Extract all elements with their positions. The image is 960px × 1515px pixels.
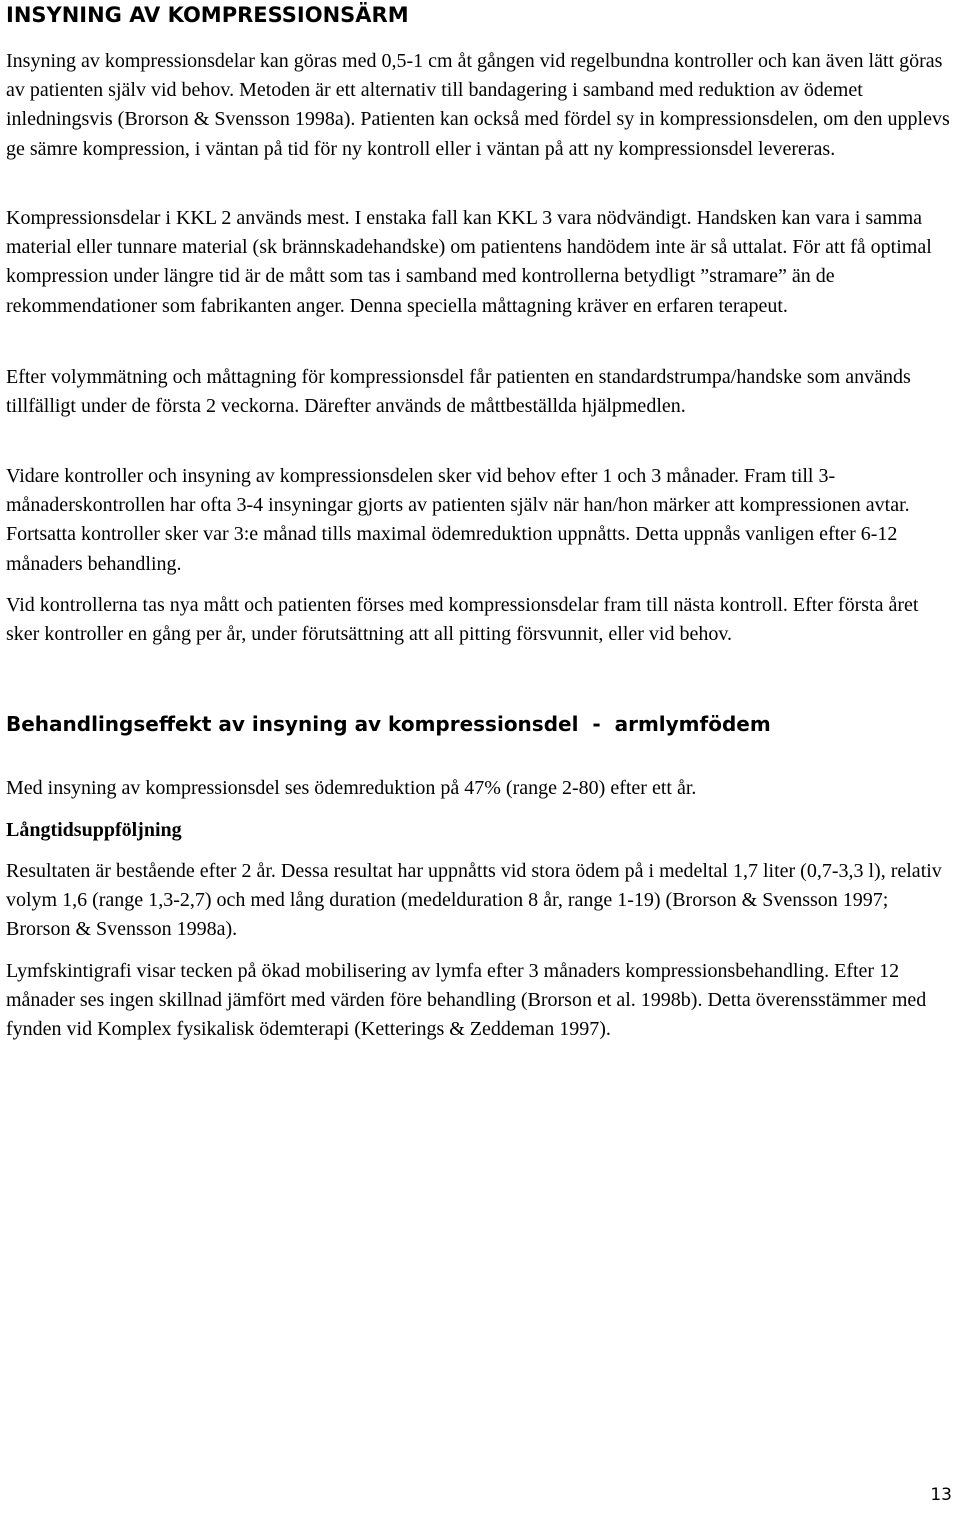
paragraph-followup-controls: Vidare kontroller och insyning av kompressionsdelen sker vid behov efter 1 och 3 månader. Fram till 3-månaderskontrollen har ofta 3-4 insyningar gjorts av patienten själv när han/hon märker att kompressionen avtar. Fortsatta kontroller sker var 3:e månad tills maximal ödemreduktion uppnåtts. Detta uppnås vanligen efter 6-12 månaders behandling.: [6, 465, 910, 575]
subheading-long-term-followup: Långtidsuppföljning: [6, 819, 182, 841]
page-number: 13: [930, 1485, 952, 1505]
paragraph-edema-reduction: Med insyning av kompressionsdel ses ödemreduktion på 47% (range 2-80) efter ett år.: [6, 777, 697, 799]
paragraph-volume-measurement: Efter volymmätning och måttagning för kompressionsdel får patienten en standardstrumpa/handske som används tillfälligt under de första 2 veckorna. Därefter används de måttbeställda hjälpmedlen.: [6, 366, 911, 418]
paragraph-yearly-controls: Vid kontrollerna tas nya mått och patienten förses med kompressionsdelar fram till nästa kontroll. Efter första året sker kontroller en gång per år, under förutsättning att all pitting försvunnit, eller vid behov.: [6, 594, 919, 646]
paragraph-insyning-method: Insyning av kompressionsdelar kan göras med 0,5-1 cm åt gången vid regelbundna kontroller och kan även lätt göras av patienten själv vid behov. Metoden är ett alternativ till bandagering i samband med reduktion av ödemet inledningsvis (Brorson & Svensson 1998a). Patienten kan också med fördel sy in kompressionsdelen, om den upplevs ge sämre kompression, i väntan på tid för ny kontroll eller i väntan på att ny kompressionsdel levereras.: [6, 50, 950, 160]
paragraph-lymphoscintigraphy: Lymfskintigrafi visar tecken på ökad mobilisering av lymfa efter 3 månaders kompressionsbehandling. Efter 12 månader ses ingen skillnad jämfört med värden före behandling (Brorson et al. 1998b). Detta överensstämmer med fynden vid Komplex fysikalisk ödemterapi (Ketterings & Zeddeman 1997).: [6, 960, 927, 1041]
page-heading: INSYNING AV KOMPRESSIONSÄRM: [6, 3, 409, 27]
section-heading-treatment-effect: Behandlingseffekt av insyning av kompressionsdel - armlymfödem: [6, 712, 771, 736]
paragraph-kkl-classes: Kompressionsdelar i KKL 2 används mest. I enstaka fall kan KKL 3 vara nödvändigt. Handsken kan vara i samma material eller tunnare material (sk brännskadehandske) om patientens handödem inte är så uttalat. För att få optimal kompression under längre tid är de mått som tas i samband med kontrollerna betydligt ”stramare” än de rekommendationer som fabrikanten anger. Denna speciella måttagning kräver en erfaren terapeut.: [6, 207, 932, 317]
paragraph-results-persistent: Resultaten är bestående efter 2 år. Dessa resultat har uppnåtts vid stora ödem på i medeltal 1,7 liter (0,7-3,3 l), relativ volym 1,6 (range 1,3-2,7) och med lång duration (medelduration 8 år, range 1-19) (Brorson & Svensson 1997; Brorson & Svensson 1998a).: [6, 860, 942, 941]
